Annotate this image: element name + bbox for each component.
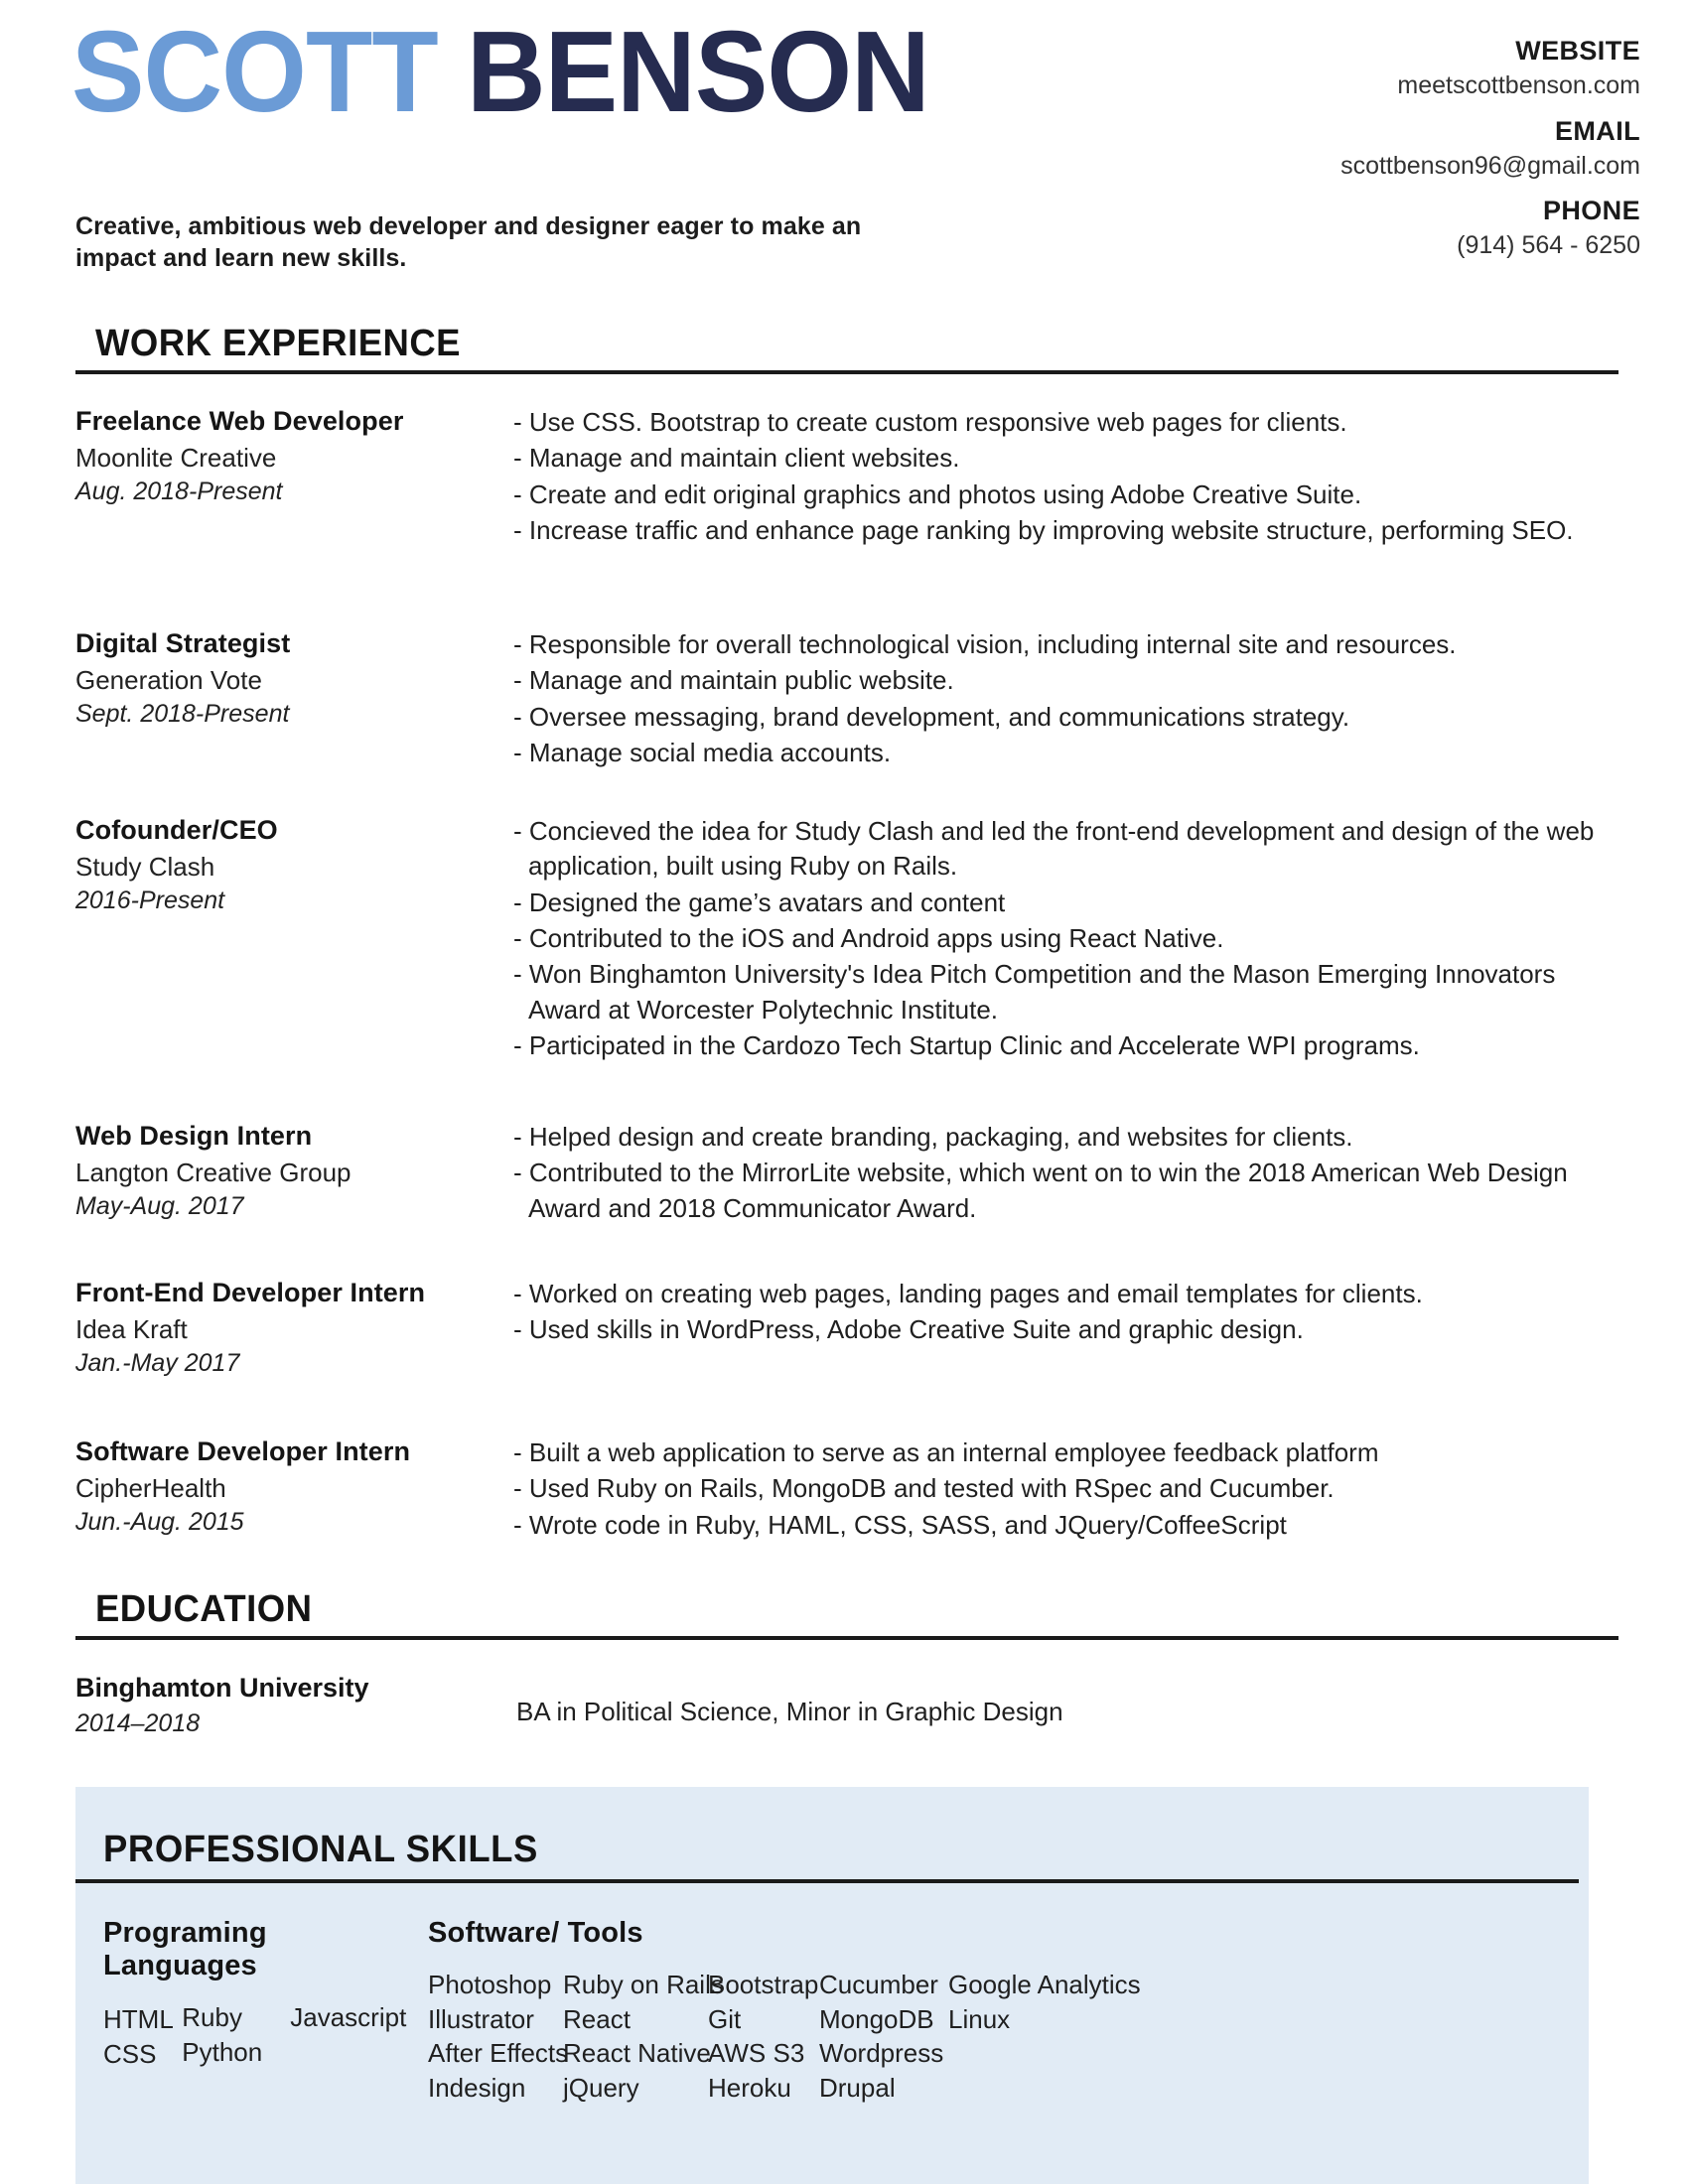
work-entry-bullet: - Oversee messaging, brand development, and communications strategy. (513, 701, 1350, 732)
contact-email (1124, 116, 1640, 183)
skill-item: After Effects (428, 2038, 569, 2069)
skills-body (75, 1883, 1589, 2105)
work-entry-dates: Aug. 2018-Present (75, 478, 283, 506)
skills-column (563, 1968, 724, 2105)
work-entry-dates: Jan.-May 2017 (75, 1349, 240, 1378)
work-entry-title: Front-End Developer Intern (75, 1278, 426, 1307)
education-entry-meta (0, 1671, 516, 1740)
work-entry-meta (0, 627, 506, 771)
skill-item: Google Analytics (948, 1970, 1141, 1999)
work-entry-bullet: - Increase traffic and enhance page ranking by improving website structure, performing SEO. (513, 515, 1574, 546)
work-entry (0, 627, 1688, 771)
work-entry-bullets (506, 405, 1688, 549)
work-entry-bullet: - Manage and maintain client websites. (513, 443, 960, 474)
work-entry-dates: 2016-Present (75, 887, 225, 915)
contact-value-email[interactable]: scottbenson96@gmail.com (1340, 151, 1640, 180)
work-entry-bullet: - Participated in the Cardozo Tech Startup Clinic and Accelerate WPI programs. (513, 1030, 1420, 1061)
work-entry-org: Study Clash (75, 851, 215, 882)
work-entry-org: Idea Kraft (75, 1313, 188, 1344)
work-entry (0, 405, 1688, 549)
contact-website (1124, 36, 1640, 102)
skill-item: Illustrator (428, 2003, 534, 2034)
work-entry-bullets (506, 1277, 1688, 1380)
education-degree: BA in Political Science, Minor in Graphic Design (516, 1697, 1063, 1726)
work-entry (0, 1120, 1688, 1227)
skill-item: Bootstrap (708, 1970, 819, 1999)
work-entry-bullet: - Wrote code in Ruby, HAML, CSS, SASS, and JQuery/CoffeeScript (513, 1509, 1287, 1540)
skills-columns (103, 2000, 428, 2071)
work-entry-bullet: - Worked on creating web pages, landing pages and email templates for clients. (513, 1279, 1423, 1308)
contact-block (1124, 36, 1640, 276)
education-entry (0, 1671, 1688, 1740)
skill-item: React Native (563, 2038, 711, 2069)
work-entry-org: Langton Creative Group (75, 1157, 352, 1187)
contact-value-website[interactable]: meetscottbenson.com (1397, 71, 1640, 100)
work-entry-title: Software Developer Intern (75, 1436, 411, 1466)
skills-group-software-tools (428, 1917, 1167, 2105)
skill-item: Ruby on Rails (563, 1970, 724, 1999)
work-entry-bullet: - Manage and maintain public website. (513, 665, 954, 696)
skill-item: Wordpress (819, 2038, 944, 2069)
skill-item: CSS (103, 2038, 157, 2069)
skill-item: jQuery (563, 2072, 639, 2103)
work-entry-bullets (506, 1120, 1688, 1227)
work-entry-bullet: - Built a web application to serve as an internal employee feedback platform (513, 1437, 1379, 1467)
work-entry-bullet: - Used skills in WordPress, Adobe Creative Suite and graphic design. (513, 1314, 1304, 1345)
skills-column (103, 2000, 182, 2071)
work-entry-bullets (506, 627, 1688, 771)
work-entry-dates: Jun.-Aug. 2015 (75, 1508, 244, 1537)
contact-label-email: EMAIL (1555, 115, 1640, 146)
skill-item: Heroku (708, 2072, 791, 2103)
contact-value-phone[interactable]: (914) 564 - 6250 (1457, 231, 1640, 260)
skill-item: React (563, 2003, 631, 2034)
skills-columns (428, 1968, 1167, 2105)
work-entry-bullet: - Contributed to the iOS and Android apps using React Native. (513, 923, 1224, 954)
work-entry-bullet: - Concieved the idea for Study Clash and led the front-end development and design of the web application, built using Ruby on Rails. (513, 816, 1595, 882)
work-entry-bullet: - Designed the game’s avatars and content (513, 887, 1006, 917)
tagline: Creative, ambitious web developer and designer eager to make an impact and learn new skills. (75, 212, 862, 272)
work-entry-bullet: - Won Binghamton University's Idea Pitch Competition and the Mason Emerging Innovators Award at Worcester Polytechnic Institute. (513, 959, 1556, 1024)
skills-column (290, 2000, 428, 2071)
work-entry-meta (0, 1435, 506, 1544)
work-entry-org: Generation Vote (75, 664, 262, 695)
work-entry-bullet: - Manage social media accounts. (513, 738, 892, 768)
work-entry-bullet: - Create and edit original graphics and photos using Adobe Creative Suite. (513, 478, 1362, 509)
work-entry-meta (0, 405, 506, 549)
skills-column (819, 1968, 948, 2105)
work-entry-meta (0, 1277, 506, 1380)
work-entry (0, 1435, 1688, 1544)
education-school: Binghamton University (75, 1673, 369, 1703)
work-experience-title: WORK EXPERIENCE (95, 323, 461, 364)
contact-label-phone: PHONE (1542, 196, 1640, 226)
work-entry-bullet: - Helped design and create branding, packaging, and websites for clients. (513, 1122, 1353, 1152)
skill-item: Indesign (428, 2072, 526, 2103)
work-entry-dates: Sept. 2018-Present (75, 700, 290, 729)
skill-item: AWS S3 (708, 2038, 805, 2069)
skills-column (182, 2000, 290, 2071)
work-experience-section-header (0, 323, 1688, 374)
skill-item: Cucumber (819, 1970, 938, 1999)
work-entry-title: Freelance Web Developer (75, 406, 404, 436)
work-entry-bullet: - Contributed to the MirrorLite website, which went on to win the 2018 American Web Design Award and 2018 Communicator Award. (513, 1158, 1568, 1223)
work-entry-dates: May-Aug. 2017 (75, 1192, 244, 1221)
work-entry (0, 1277, 1688, 1380)
skill-item: HTML (103, 2004, 174, 2034)
full-name (71, 7, 953, 136)
skill-item: Ruby (182, 2002, 242, 2032)
work-entry-meta (0, 1120, 506, 1227)
work-entry-bullet: - Used Ruby on Rails, MongoDB and tested with RSpec and Cucumber. (513, 1473, 1335, 1504)
work-entry-title: Digital Strategist (75, 628, 291, 658)
skills-column (428, 1968, 569, 2105)
skill-item: Python (182, 2036, 263, 2067)
skill-item: Photoshop (428, 1970, 552, 1999)
work-entry-meta (0, 814, 506, 1065)
education-rule (75, 1636, 1618, 1640)
skills-column (708, 1968, 819, 2105)
work-entry-bullet: - Use CSS. Bootstrap to create custom responsive web pages for clients. (513, 407, 1347, 437)
skills-group-title: Programing Languages (103, 1917, 267, 1981)
work-entry-org: CipherHealth (75, 1472, 226, 1503)
work-entry-bullet: - Responsible for overall technological vision, including internal site and resources. (513, 629, 1457, 659)
education-title: EDUCATION (95, 1588, 313, 1630)
work-entry-bullets (506, 1435, 1688, 1544)
work-entry-title: Cofounder/CEO (75, 815, 278, 845)
education-years: 2014–2018 (75, 1709, 201, 1738)
contact-phone (1124, 196, 1640, 262)
professional-skills-panel (75, 1787, 1589, 2184)
skill-item: Drupal (819, 2072, 896, 2103)
skill-item: Linux (948, 2003, 1011, 2034)
skills-group-title: Software/ Tools (428, 1917, 643, 1949)
skill-item: MongoDB (819, 2003, 934, 2034)
first-name: SCOTT (71, 7, 438, 136)
work-entry-bullets (506, 814, 1688, 1065)
contact-label-website: WEBSITE (1515, 36, 1640, 66)
professional-skills-title: PROFESSIONAL SKILLS (103, 1829, 538, 1870)
last-name: BENSON (467, 7, 929, 136)
skill-item: Javascript (290, 2002, 407, 2032)
work-entry (0, 814, 1688, 1065)
work-experience-rule (75, 370, 1618, 374)
skill-item: Git (708, 2003, 742, 2034)
work-entry-title: Web Design Intern (75, 1121, 313, 1151)
work-entry-org: Moonlite Creative (75, 442, 277, 473)
skills-group-programming-languages (75, 1917, 428, 2105)
education-section-header (0, 1588, 1688, 1640)
skills-column (948, 1968, 1167, 2105)
